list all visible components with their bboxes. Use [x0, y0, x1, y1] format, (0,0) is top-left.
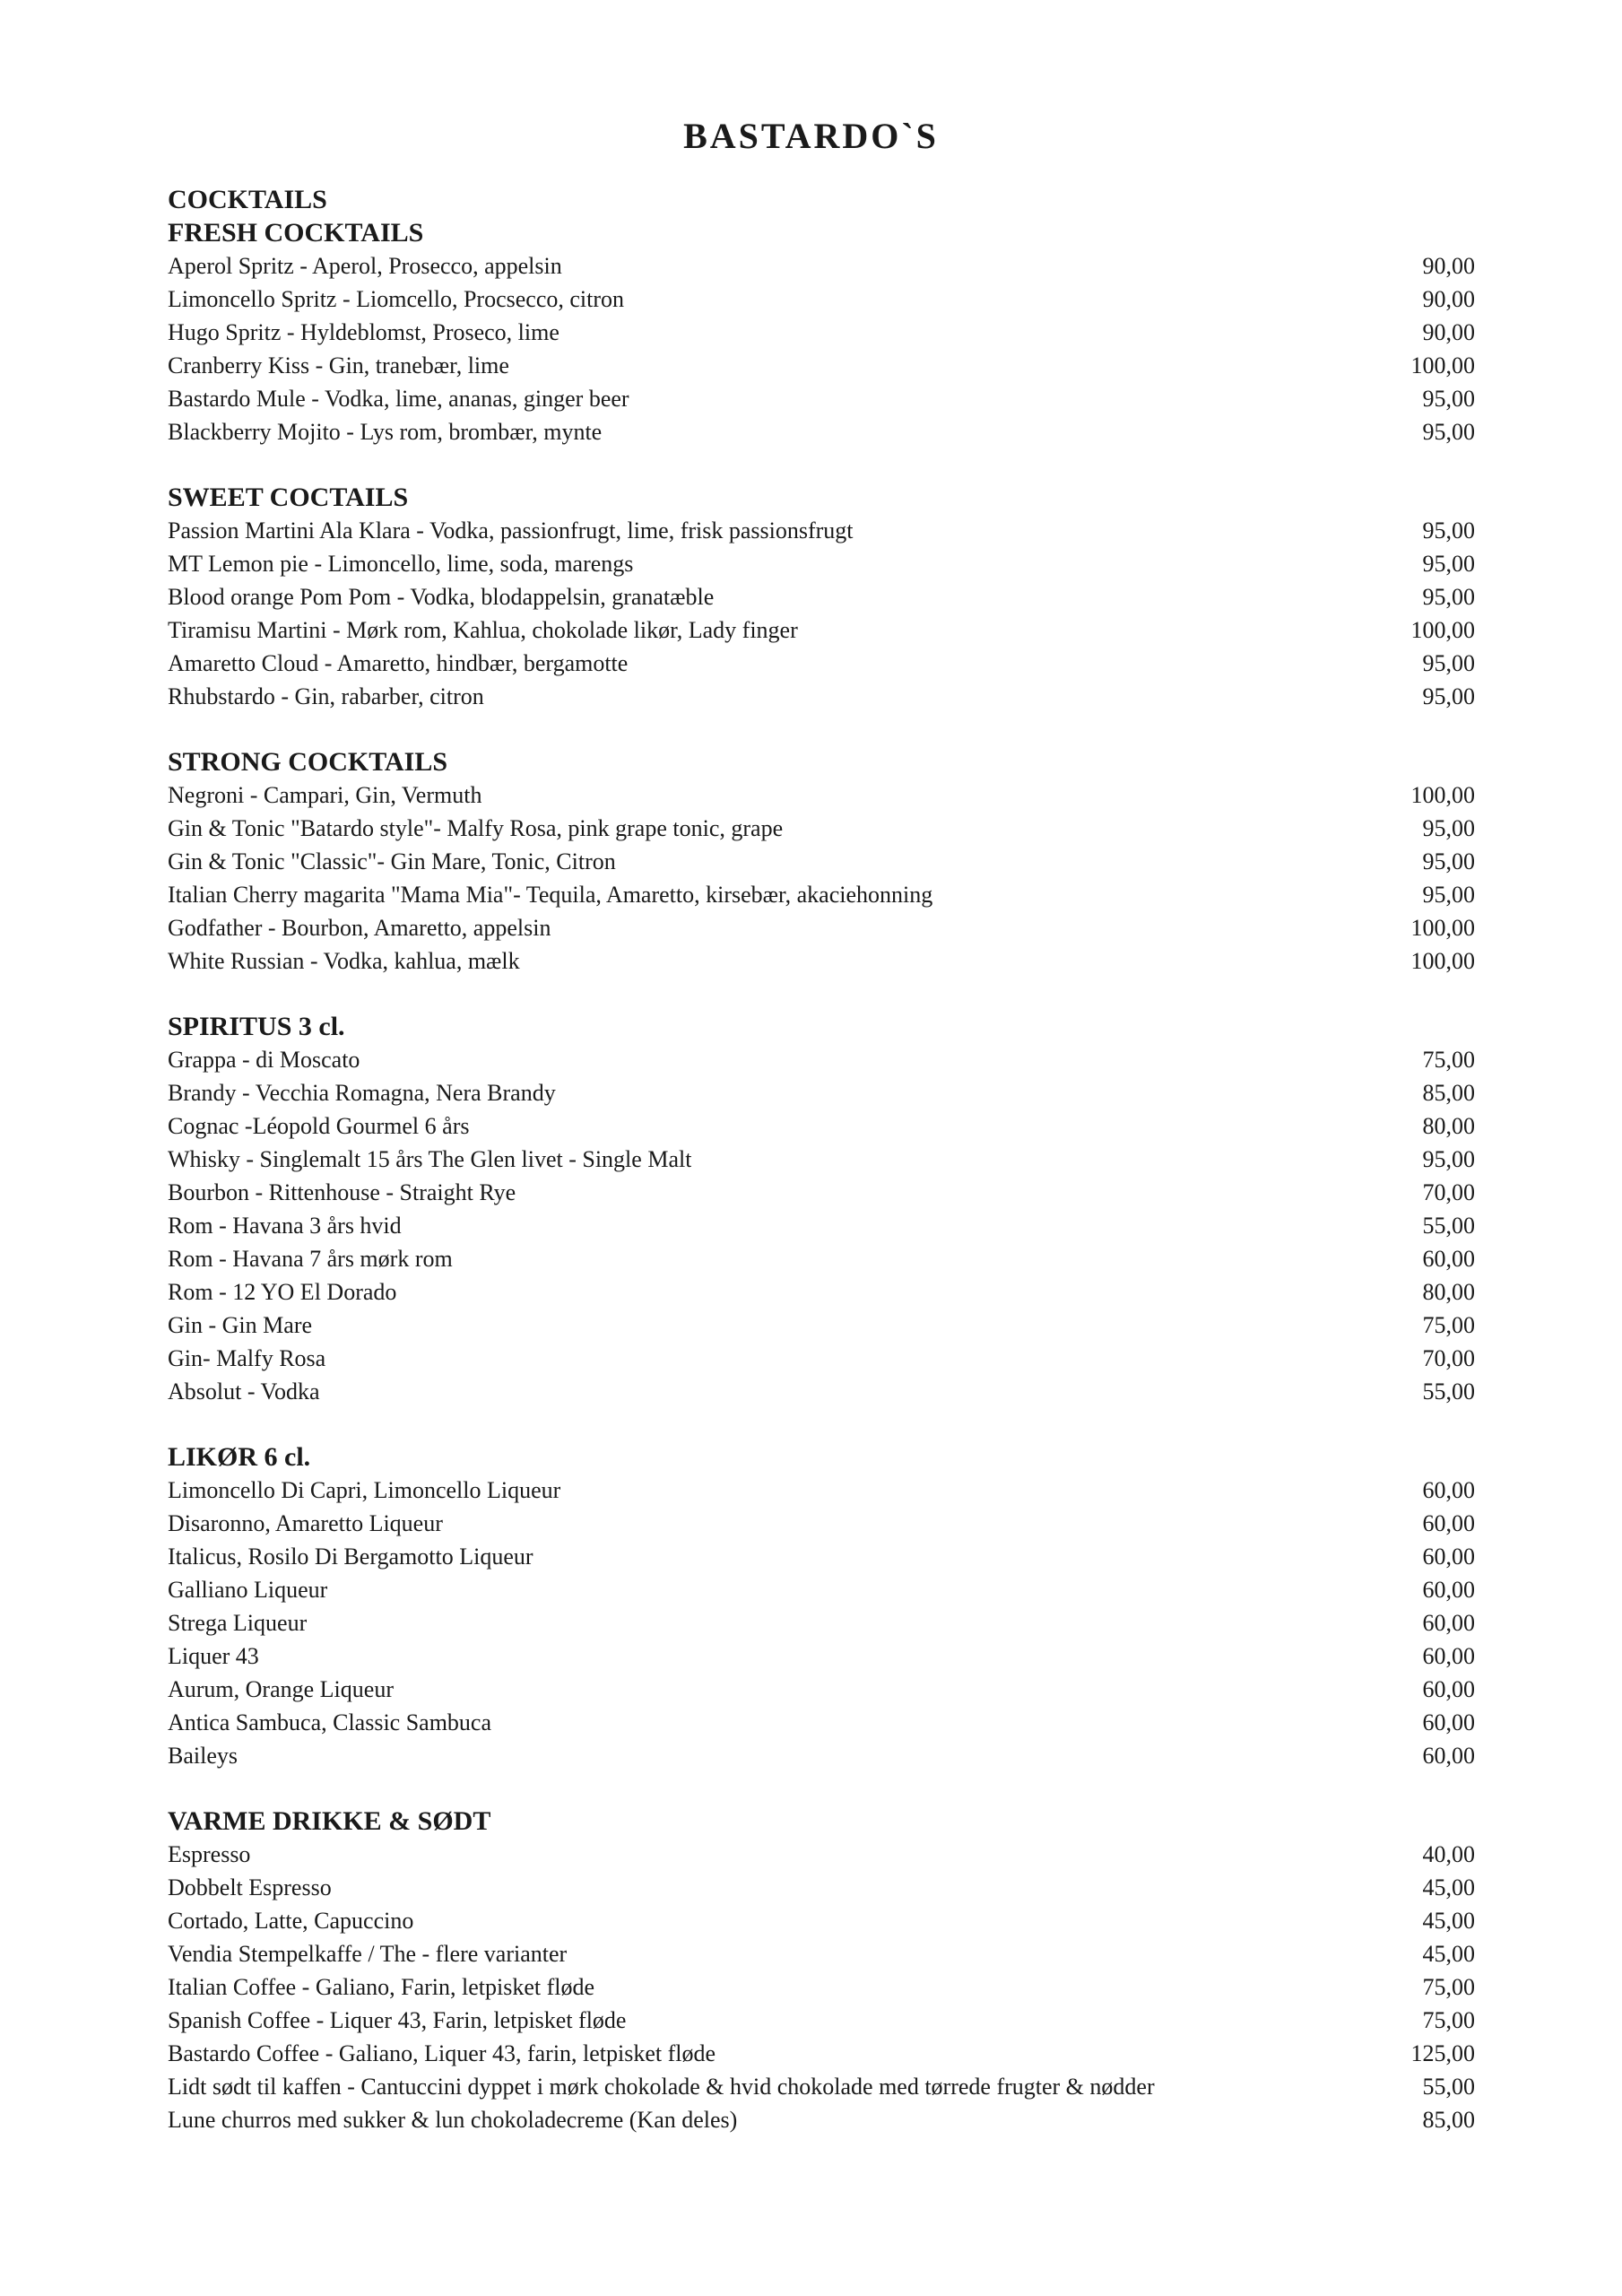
menu-item-name: Italian Cherry magarita "Mama Mia"- Tequila, Amaretto, kirsebær, akaciehonning [168, 882, 933, 908]
menu-item [168, 878, 1475, 911]
menu-item-price: 100,00 [1410, 617, 1475, 643]
menu-item [168, 944, 1475, 978]
menu-item [168, 1242, 1475, 1275]
menu-item [168, 1109, 1475, 1143]
section-heading: SPIRITUS 3 cl. [168, 1012, 345, 1041]
menu-item-price: 75,00 [1422, 1047, 1475, 1073]
menu-item [168, 1507, 1475, 1540]
menu-item [168, 1937, 1475, 1970]
menu-item-name: Limoncello Di Capri, Limoncello Liqueur [168, 1477, 561, 1503]
menu-item [168, 547, 1475, 580]
section-heading: LIKØR 6 cl. [168, 1442, 311, 1472]
menu-item-price: 95,00 [1422, 386, 1475, 412]
menu-item-name: Gin- Malfy Rosa [168, 1345, 326, 1371]
menu-item-name: Espresso [168, 1841, 251, 1867]
menu-item-name: Rom - 12 YO El Dorado [168, 1279, 397, 1305]
menu-item-price: 95,00 [1422, 1146, 1475, 1172]
menu-section [168, 1010, 1475, 1408]
menu-item-price: 55,00 [1422, 1378, 1475, 1405]
menu-item [168, 2103, 1475, 2136]
menu-item-name: Cranberry Kiss - Gin, tranebær, lime [168, 352, 509, 378]
menu-section [168, 183, 1475, 448]
menu-item-name: Blood orange Pom Pom - Vodka, blodappelsin, granatæble [168, 584, 715, 610]
menu-item [168, 2037, 1475, 2070]
menu-item-price: 100,00 [1410, 915, 1475, 941]
menu-item-name: Galliano Liqueur [168, 1577, 328, 1603]
menu-item [168, 1904, 1475, 1937]
menu-item-name: Lidt sødt til kaffen - Cantuccini dyppet i mørk chokolade & hvid chokolade med tørrede frugter & nødder [168, 2074, 1155, 2100]
menu-section [168, 745, 1475, 978]
menu-item-price: 125,00 [1410, 2040, 1475, 2066]
menu-item [168, 2070, 1475, 2103]
menu-item-price: 55,00 [1422, 1213, 1475, 1239]
menu-item [168, 1342, 1475, 1375]
menu-item [168, 680, 1475, 713]
menu-item-name: Gin & Tonic "Batardo style"- Malfy Rosa, pink grape tonic, grape [168, 815, 784, 841]
menu-item [168, 1739, 1475, 1772]
menu-item [168, 778, 1475, 812]
menu-item-price: 45,00 [1422, 1941, 1475, 1967]
menu-item [168, 1540, 1475, 1573]
menu-item-price: 60,00 [1422, 1544, 1475, 1570]
menu-section [168, 1805, 1475, 2136]
menu-item-name: Spanish Coffee - Liquer 43, Farin, letpisket fløde [168, 2007, 627, 2033]
menu-item-price: 95,00 [1422, 683, 1475, 709]
menu-item-price: 60,00 [1422, 1743, 1475, 1769]
menu-item-price: 55,00 [1422, 2074, 1475, 2100]
menu-item-name: Cognac -Léopold Gourmel 6 års [168, 1113, 470, 1139]
menu-item-price: 95,00 [1422, 551, 1475, 577]
menu-item-name: Antica Sambuca, Classic Sambuca [168, 1709, 492, 1735]
menu-item [168, 514, 1475, 547]
menu-item [168, 1076, 1475, 1109]
menu-item-name: Limoncello Spritz - Liomcello, Procsecco, citron [168, 286, 625, 312]
menu-item [168, 1970, 1475, 2004]
menu-item [168, 249, 1475, 283]
section-heading: COCKTAILS [168, 185, 327, 214]
menu-item-name: Rom - Havana 7 års mørk rom [168, 1246, 453, 1272]
menu-item [168, 1673, 1475, 1706]
menu-item [168, 1176, 1475, 1209]
menu-item-name: Aurum, Orange Liqueur [168, 1676, 394, 1702]
menu-item [168, 845, 1475, 878]
menu-item-price: 60,00 [1422, 1610, 1475, 1636]
menu-item-name: Godfather - Bourbon, Amaretto, appelsin [168, 915, 551, 941]
menu-item-name: Absolut - Vodka [168, 1378, 320, 1405]
menu-item-price: 95,00 [1422, 517, 1475, 544]
menu-item [168, 647, 1475, 680]
menu-item-name: Bourbon - Rittenhouse - Straight Rye [168, 1179, 516, 1205]
menu-item-price: 90,00 [1422, 319, 1475, 345]
menu-item [168, 1143, 1475, 1176]
menu-section [168, 1440, 1475, 1772]
menu-item [168, 1309, 1475, 1342]
menu-item-price: 90,00 [1422, 253, 1475, 279]
menu-item-name: Cortado, Latte, Capuccino [168, 1908, 414, 1934]
menu-item-price: 60,00 [1422, 1577, 1475, 1603]
menu-item [168, 911, 1475, 944]
menu-item-name: Passion Martini Ala Klara - Vodka, passionfrugt, lime, frisk passionsfrugt [168, 517, 854, 544]
section-heading: FRESH COCKTAILS [168, 218, 424, 248]
menu-item [168, 1043, 1475, 1076]
menu-item-price: 75,00 [1422, 1312, 1475, 1338]
menu-item-price: 75,00 [1422, 1974, 1475, 2000]
menu-item-price: 60,00 [1422, 1643, 1475, 1669]
menu-item-price: 60,00 [1422, 1510, 1475, 1536]
menu-item-name: White Russian - Vodka, kahlua, mælk [168, 948, 520, 974]
menu-item-price: 45,00 [1422, 1874, 1475, 1900]
menu-item-name: Strega Liqueur [168, 1610, 308, 1636]
menu-item-name: Grappa - di Moscato [168, 1047, 360, 1073]
menu-section [168, 481, 1475, 713]
menu-item [168, 1706, 1475, 1739]
menu-list [168, 183, 1475, 2136]
menu-item [168, 415, 1475, 448]
menu-item-price: 95,00 [1422, 882, 1475, 908]
menu-item-price: 95,00 [1422, 848, 1475, 874]
menu-item [168, 1474, 1475, 1507]
menu-item-price: 60,00 [1422, 1676, 1475, 1702]
menu-item-price: 70,00 [1422, 1179, 1475, 1205]
menu-item-price: 95,00 [1422, 419, 1475, 445]
menu-item-price: 100,00 [1410, 352, 1475, 378]
menu-item [168, 1871, 1475, 1904]
menu-item-name: Gin & Tonic "Classic"- Gin Mare, Tonic, Citron [168, 848, 616, 874]
menu-item [168, 316, 1475, 349]
menu-item-name: Italicus, Rosilo Di Bergamotto Liqueur [168, 1544, 533, 1570]
menu-item [168, 613, 1475, 647]
menu-item [168, 1639, 1475, 1673]
menu-item-name: Disaronno, Amaretto Liqueur [168, 1510, 443, 1536]
section-heading: SWEET COCTAILS [168, 483, 409, 512]
menu-item [168, 1838, 1475, 1871]
menu-item-price: 90,00 [1422, 286, 1475, 312]
menu-item-price: 100,00 [1410, 948, 1475, 974]
menu-item [168, 382, 1475, 415]
menu-item-name: Brandy - Vecchia Romagna, Nera Brandy [168, 1080, 556, 1106]
menu-item-price: 60,00 [1422, 1246, 1475, 1272]
menu-item-price: 75,00 [1422, 2007, 1475, 2033]
menu-item-price: 95,00 [1422, 650, 1475, 676]
menu-item [168, 349, 1475, 382]
menu-item-name: Negroni - Campari, Gin, Vermuth [168, 782, 482, 808]
menu-item-price: 100,00 [1410, 782, 1475, 808]
menu-item-name: Hugo Spritz - Hyldeblomst, Proseco, lime [168, 319, 559, 345]
menu-item [168, 812, 1475, 845]
menu-item-name: Liquer 43 [168, 1643, 259, 1669]
menu-item [168, 1573, 1475, 1606]
menu-item-name: Bastardo Mule - Vodka, lime, ananas, ginger beer [168, 386, 629, 412]
menu-item-name: Tiramisu Martini - Mørk rom, Kahlua, chokolade likør, Lady finger [168, 617, 798, 643]
menu-item-name: Aperol Spritz - Aperol, Prosecco, appelsin [168, 253, 562, 279]
menu-item-name: Bastardo Coffee - Galiano, Liquer 43, farin, letpisket fløde [168, 2040, 716, 2066]
section-heading: VARME DRIKKE & SØDT [168, 1806, 491, 1836]
menu-item-name: MT Lemon pie - Limoncello, lime, soda, marengs [168, 551, 634, 577]
menu-item-price: 95,00 [1422, 815, 1475, 841]
section-heading: STRONG COCKTAILS [168, 747, 448, 777]
menu-item [168, 1209, 1475, 1242]
menu-item-price: 95,00 [1422, 584, 1475, 610]
menu-item-price: 45,00 [1422, 1908, 1475, 1934]
menu-item-name: Dobbelt Espresso [168, 1874, 332, 1900]
menu-item-name: Amaretto Cloud - Amaretto, hindbær, bergamotte [168, 650, 629, 676]
menu-item-price: 80,00 [1422, 1113, 1475, 1139]
menu-item [168, 1606, 1475, 1639]
menu-item [168, 1275, 1475, 1309]
menu-item [168, 283, 1475, 316]
menu-item [168, 1375, 1475, 1408]
menu-item [168, 2004, 1475, 2037]
menu-item-name: Gin - Gin Mare [168, 1312, 313, 1338]
menu-item-name: Vendia Stempelkaffe / The - flere varianter [168, 1941, 568, 1967]
restaurant-title: BASTARDO`S [683, 116, 939, 156]
menu-item-name: Rhubstardo - Gin, rabarber, citron [168, 683, 484, 709]
menu-item-price: 40,00 [1422, 1841, 1475, 1867]
menu-item-price: 60,00 [1422, 1477, 1475, 1503]
menu-item-name: Italian Coffee - Galiano, Farin, letpisket fløde [168, 1974, 595, 2000]
menu-item-name: Blackberry Mojito - Lys rom, brombær, mynte [168, 419, 603, 445]
menu-item-price: 70,00 [1422, 1345, 1475, 1371]
menu-item-name: Baileys [168, 1743, 238, 1769]
menu-item-price: 80,00 [1422, 1279, 1475, 1305]
menu-item-name: Lune churros med sukker & lun chokoladecreme (Kan deles) [168, 2107, 738, 2133]
menu-item-price: 85,00 [1422, 1080, 1475, 1106]
menu-item-price: 85,00 [1422, 2107, 1475, 2133]
menu-item-name: Whisky - Singlemalt 15 års The Glen livet - Single Malt [168, 1146, 692, 1172]
menu-item-name: Rom - Havana 3 års hvid [168, 1213, 402, 1239]
menu-item [168, 580, 1475, 613]
menu-item-price: 60,00 [1422, 1709, 1475, 1735]
